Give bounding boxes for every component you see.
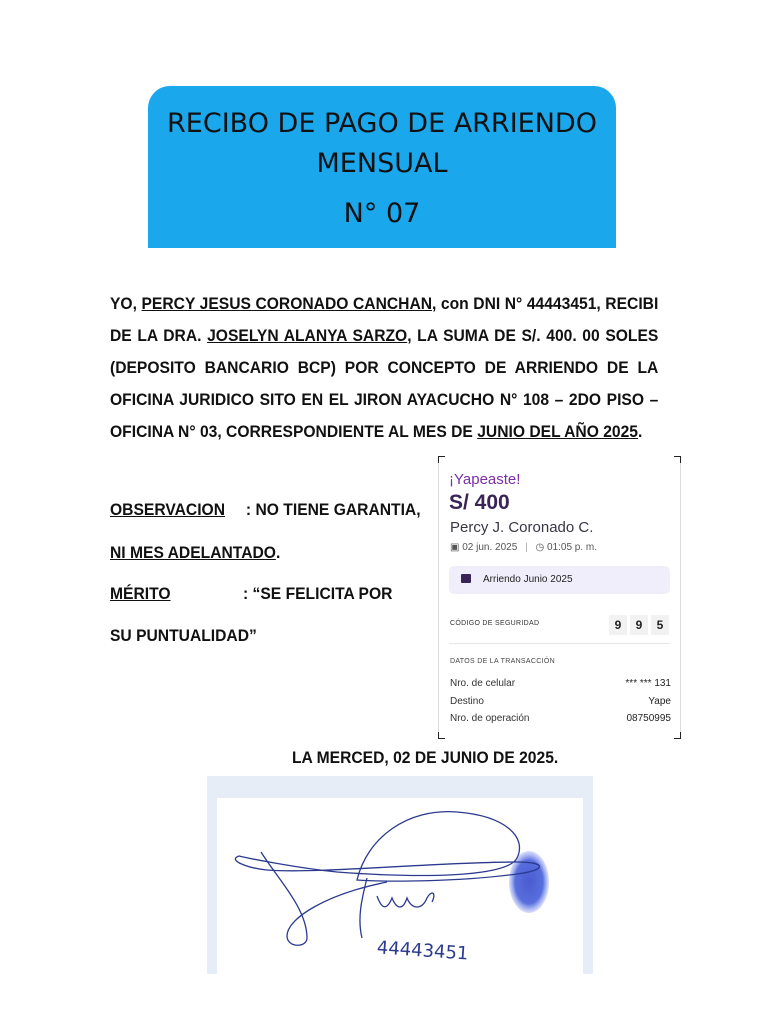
- body-text-part: YO,: [110, 294, 142, 313]
- clock-icon: ◷: [535, 542, 545, 553]
- crop-mark: [674, 456, 681, 463]
- receipt-body: [110, 288, 658, 448]
- yape-amount: S/ 400: [449, 491, 510, 514]
- yape-date: 02 jun. 2025: [462, 542, 518, 553]
- yape-concept: [449, 566, 670, 594]
- divider: |: [525, 542, 528, 553]
- receipt-title-line2: MENSUAL: [316, 148, 448, 179]
- yape-payment-screenshot: [438, 457, 681, 738]
- payer-name: JOSELYN ALANYA SARZO: [207, 326, 408, 345]
- transaction-details-label: DATOS DE LA TRANSACCIÓN: [450, 658, 555, 665]
- receipt-header: [148, 86, 616, 248]
- receipt-title-line1: RECIBO DE PAGO DE ARRIENDO: [167, 108, 597, 139]
- yape-time: 01:05 p. m.: [546, 542, 598, 553]
- period: JUNIO DEL AÑO 2025: [477, 422, 638, 441]
- row-value: Yape: [648, 696, 671, 707]
- receipt-number: N° 07: [343, 198, 421, 229]
- merit-value: : “SE FELICITA POR: [242, 584, 393, 603]
- security-digit: 9: [630, 615, 648, 635]
- row-value: *** *** 131: [625, 678, 671, 689]
- security-digit: 5: [651, 615, 669, 635]
- handwritten-dni: 44443451: [376, 937, 470, 965]
- row-label: Nro. de operación: [450, 713, 530, 724]
- payee-name: PERCY JESUS CORONADO CANCHAN: [141, 294, 433, 313]
- divider: [449, 643, 670, 644]
- signature-image: [217, 798, 583, 974]
- yape-title: ¡Yapeaste!: [449, 471, 521, 488]
- signature-scan: [207, 776, 593, 974]
- message-icon: [461, 574, 471, 583]
- observation-continuation: [110, 543, 280, 563]
- merit-label: MÉRITO: [110, 584, 171, 603]
- place-date: LA MERCED, 02 DE JUNIO DE 2025.: [292, 748, 559, 767]
- security-digit: 9: [609, 615, 627, 635]
- observation-end: .: [275, 543, 281, 562]
- body-text-part: , LA SUMA DE S/. 400. 00 SOLES (DEPOSITO BANCARIO BCP) POR CONCEPTO DE ARRIENDO DE LA OFICINA JURIDICO SITO EN EL JIRON AYACUCHO N° 108 – 2DO PISO – OFICINA N° 03, CORRESPONDIENTE AL MES DE: [110, 326, 659, 441]
- crop-mark: [438, 732, 445, 739]
- body-text-part: , con DNI N° 44443451, RECIBI DE LA DRA.: [110, 294, 659, 345]
- observation-value: : NO TIENE GARANTIA,: [245, 500, 421, 519]
- calendar-icon: ▣: [450, 542, 460, 553]
- row-value: 08750995: [626, 713, 671, 724]
- transaction-row: [450, 678, 671, 689]
- observation-cont: NI MES ADELANTADO: [110, 543, 276, 562]
- yape-recipient: Percy J. Coronado C.: [450, 519, 594, 536]
- signature-paper: [217, 798, 583, 974]
- transaction-row: [450, 713, 671, 724]
- merit-line: [110, 584, 392, 604]
- body-text-part: .: [637, 422, 643, 441]
- row-label: Nro. de celular: [450, 678, 516, 689]
- crop-mark: [438, 456, 445, 463]
- observation-label: OBSERVACION: [110, 500, 226, 519]
- yape-datetime: [450, 542, 597, 553]
- transaction-row: [450, 696, 671, 707]
- row-label: Destino: [450, 696, 484, 707]
- observation-line: [110, 500, 421, 520]
- security-code-label: CÓDIGO DE SEGURIDAD: [450, 620, 540, 627]
- crop-mark: [674, 732, 681, 739]
- receipt-title: [148, 104, 616, 184]
- yape-concept-text: Arriendo Junio 2025: [483, 574, 573, 585]
- merit-continuation: SU PUNTUALIDAD”: [110, 626, 257, 645]
- signature-strokes: [235, 812, 539, 946]
